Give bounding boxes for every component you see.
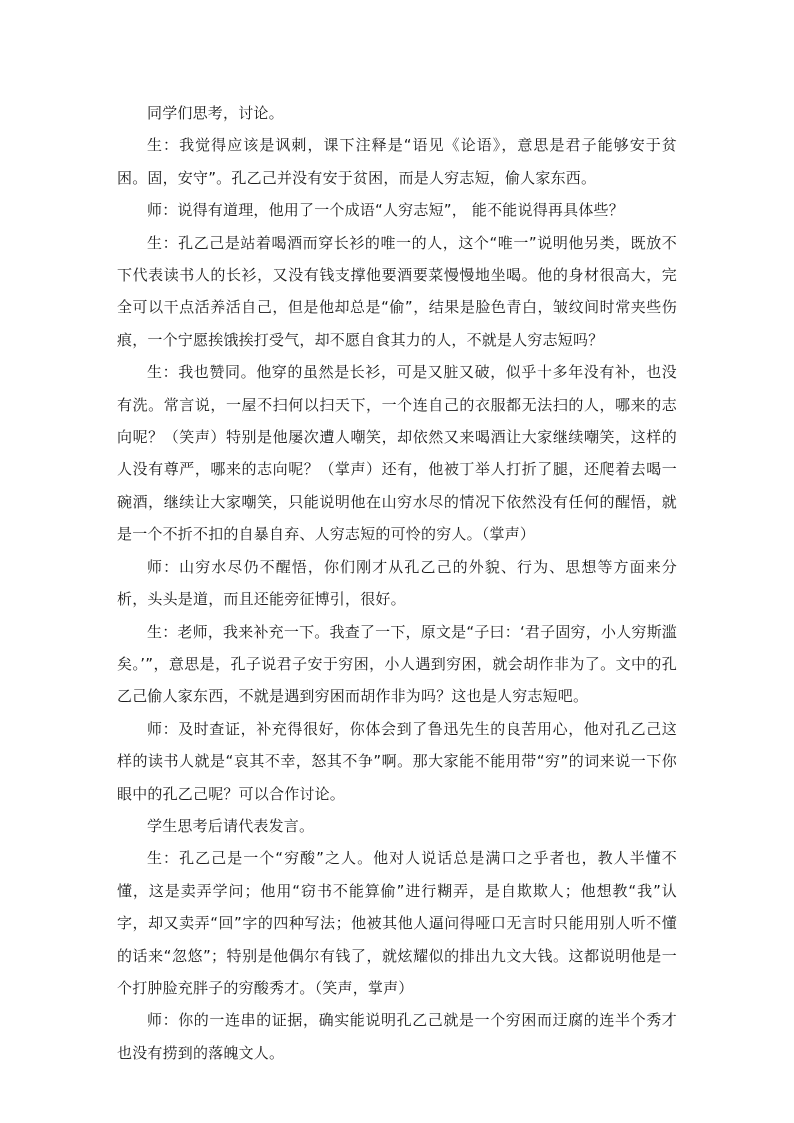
paragraph-discussion-prompt: 同学们思考，讨论。 — [147, 104, 284, 122]
paragraph-student-agree: 生：我也赞同。他穿的虽然是长衫，可是又脏又破，似乎十多年没有补，也没有洗。常言说，一屋不扫何以扫天下，一个连自己的衣服都无法扫的人，哪来的志向呢？（笑声）特别是他屡次遭人嘲笑，却依然又来喝酒让大家继续嘲笑，这样的人没有尊严，哪来的志向呢？（掌声）还有，他被丁举人打折了腿，还爬着去喝一碗酒，继续让大家嘲笑，只能说明他在山穷水尽的情况下依然没有任何的醒悟，就是一个不折不扣的自暴自弃、人穷志短的可怜的穷人。（掌声） — [117, 363, 677, 544]
paragraph-student-long-gown: 生：孔乙己是站着喝酒而穿长衫的唯一的人，这个“唯一”说明他另类，既放不下代表读书人的长衫，又没有钱支撑他要酒要菜慢慢地坐喝。他的身材很高大，完全可以干点活养活自己，但是他却总是“偷”，结果是脸色青白，皱纹间时常夹些伤痕，一个宁愿挨饿挨打受气，却不愿自食其力的人，不就是人穷志短吗？ — [117, 233, 677, 349]
paragraph-student-citation: 生：老师，我来补充一下。我查了一下，原文是“子曰：‘君子固穷，小人穷斯滥矣。’”，意思是，孔子说君子安于穷困，小人遇到穷困，就会胡作非为了。文中的孔乙己偷人家东西，不就是遇到穷困而胡作非为吗？这也是人穷志短吧。 — [117, 622, 677, 706]
document-body — [117, 97, 677, 1069]
paragraph-student-poor-pedant: 生：孔乙己是一个“穷酸”之人。他对人说话总是满口之乎者也，教人半懂不懂，这是卖弄学问；他用“窃书不能算偷”进行糊弄，是自欺欺人；他想教“我”认字，却又卖弄“回”字的四种写法；他被其他人逼问得哑口无言时只能用别人听不懂的话来“忽悠”；特别是他偶尔有钱了，就炫耀似的排出九文大钱。这都说明他是一个打肿脸充胖子的穷酸秀才。（笑声，掌声） — [117, 849, 677, 997]
paragraph-teacher-verify: 师：及时查证，补充得很好，你体会到了鲁迅先生的良苦用心，他对孔乙己这样的读书人就是“哀其不幸，怒其不争”啊。那大家能不能用带“穷”的词来说一下你眼中的孔乙己呢？可以合作讨论。 — [117, 719, 678, 803]
paragraph-students-discuss: 学生思考后请代表发言。 — [147, 816, 315, 835]
paragraph-teacher-conclusion: 师：你的一连串的证据，确实能说明孔乙己就是一个穷困而迂腐的连半个秀才也没有捞到的落魄文人。 — [117, 1011, 677, 1062]
paragraph-teacher-praise: 师：山穷水尽仍不醒悟，你们刚才从孔乙己的外貌、行为、思想等方面来分析，头头是道，而且还能旁征博引，很好。 — [117, 557, 677, 609]
paragraph-student-irony: 生：我觉得应该是讽刺，课下注释是“语见《论语》，意思是君子能够安于贫困。固，安守”。孔乙己并没有安于贫困，而是人穷志短，偷人家东西。 — [117, 136, 677, 187]
paragraph-teacher-followup: 师：说得有道理，他用了一个成语“人穷志短”， 能不能说得再具体些？ — [147, 201, 624, 220]
